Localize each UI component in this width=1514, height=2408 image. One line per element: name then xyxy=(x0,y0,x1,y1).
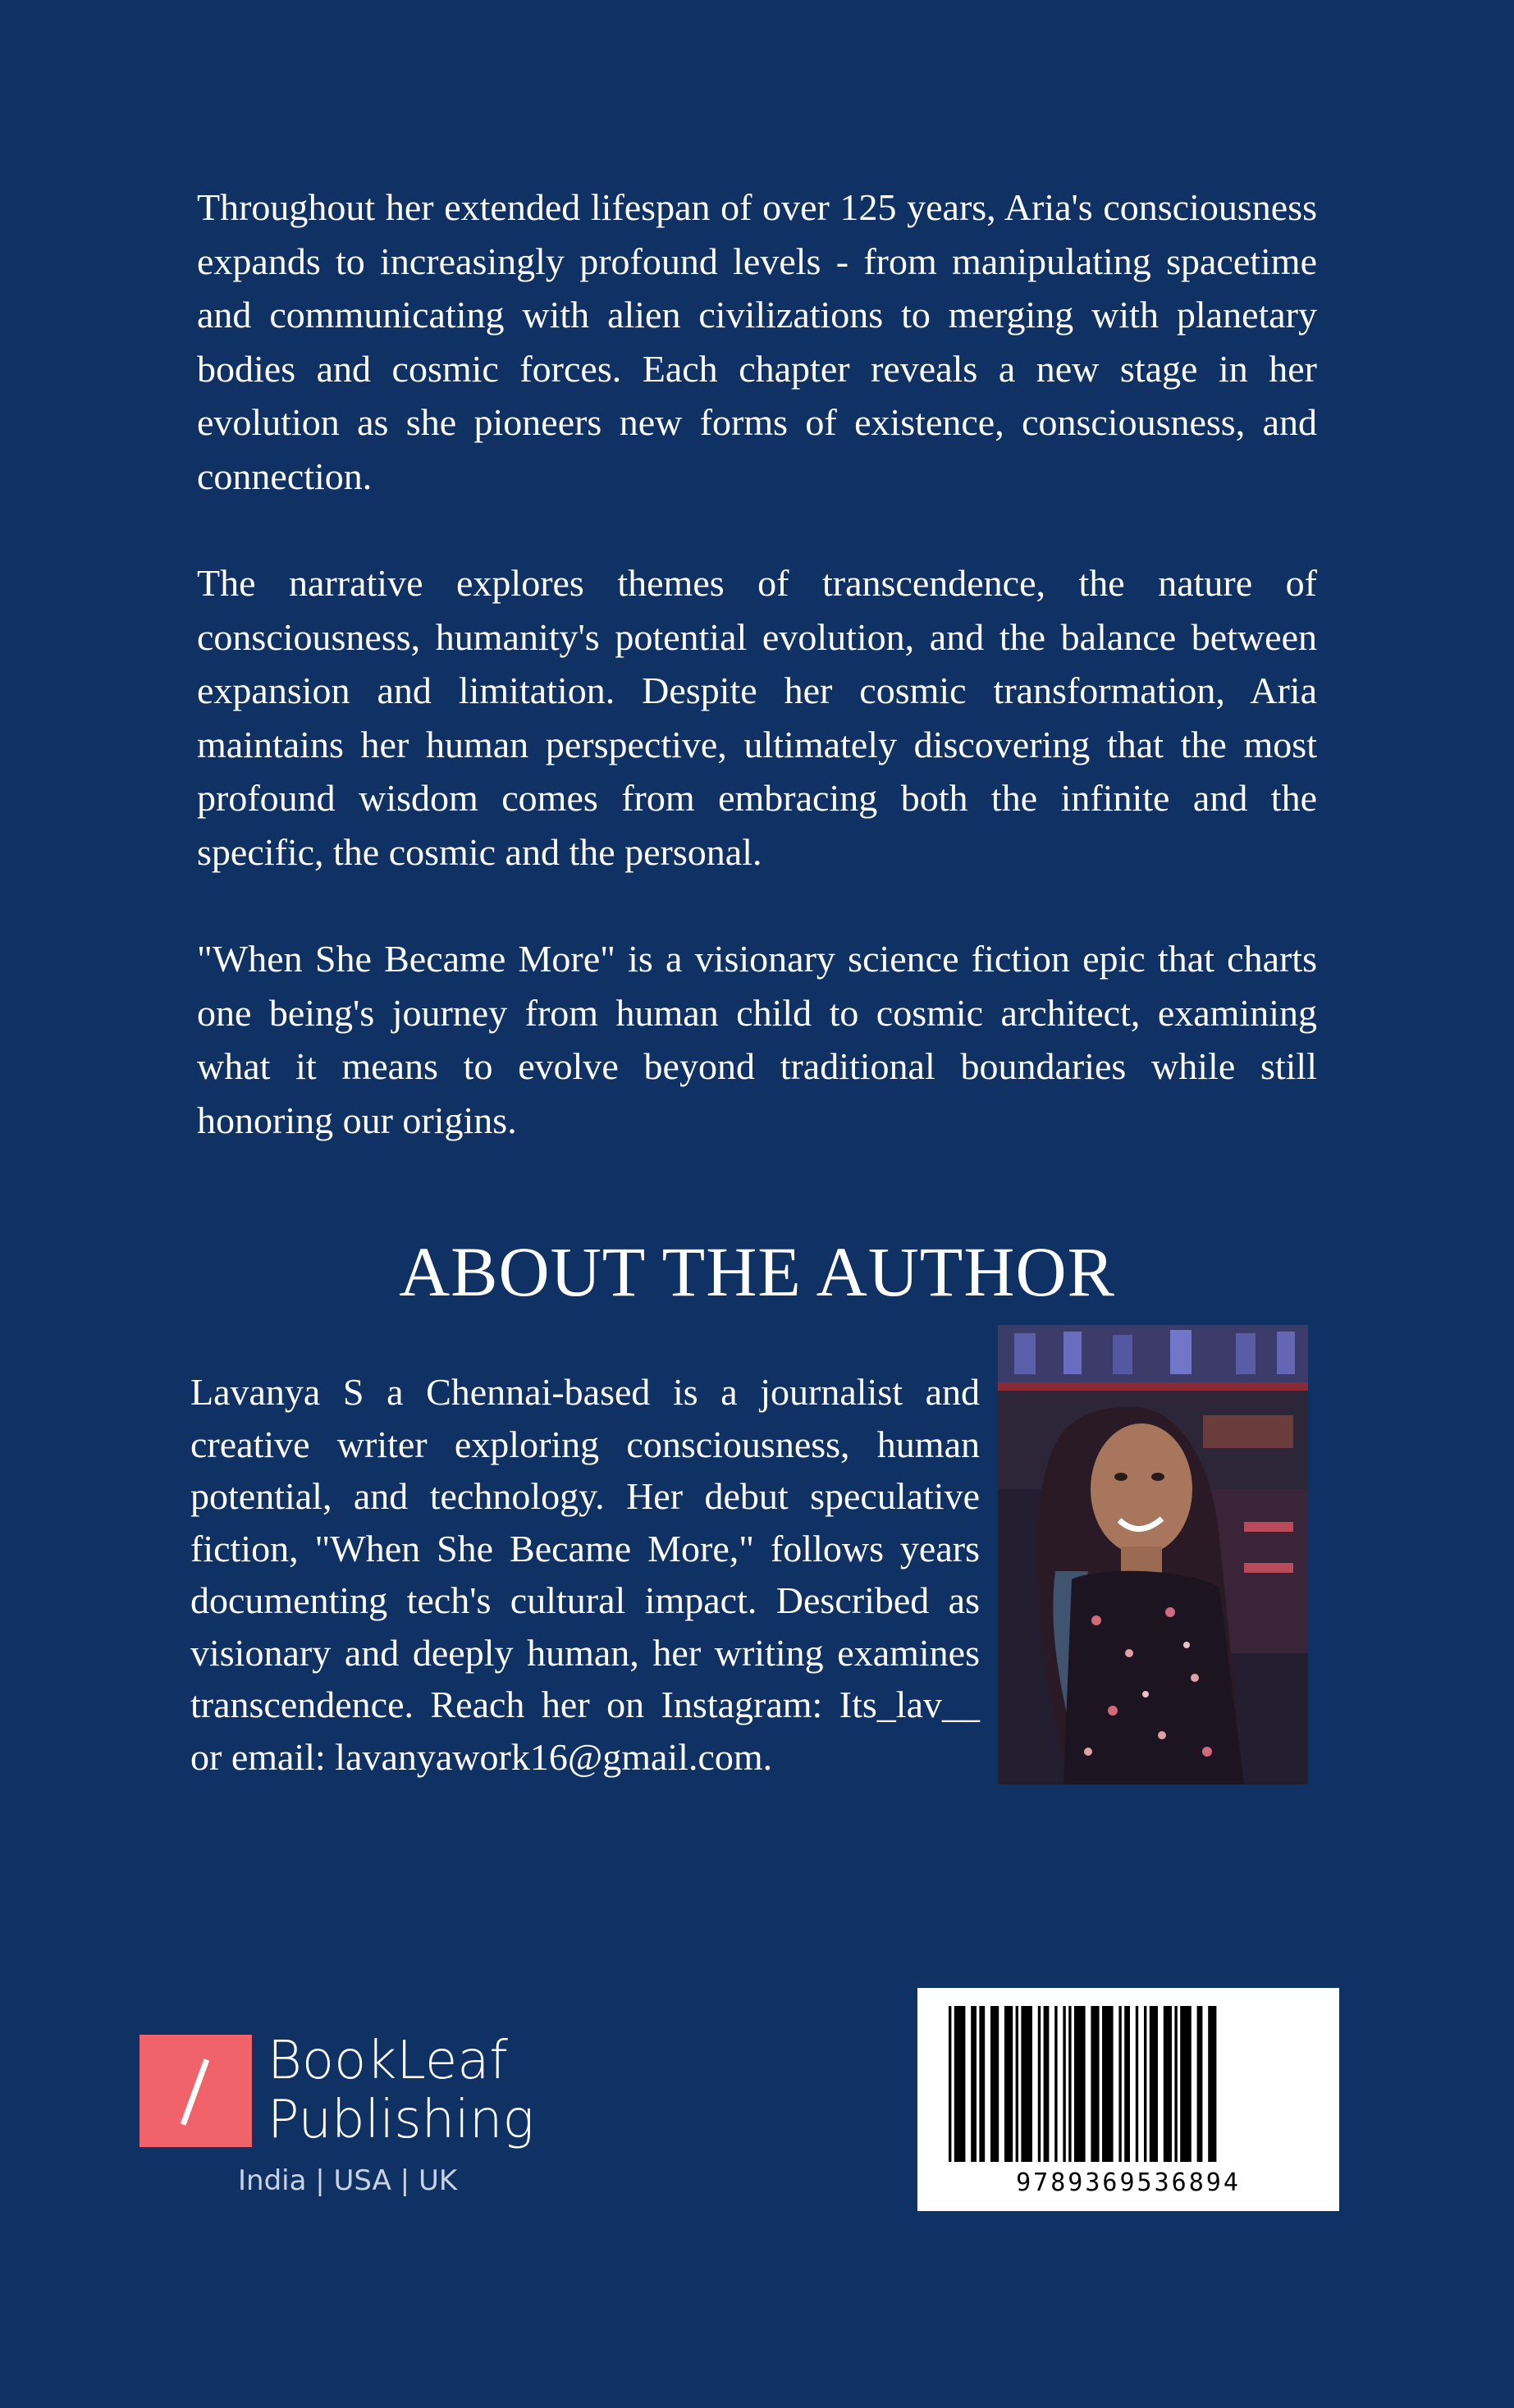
publisher-regions: India | USA | UK xyxy=(238,2164,458,2197)
barcode-bars xyxy=(949,2006,1308,2162)
barcode-bar xyxy=(1038,2006,1041,2162)
barcode-bar xyxy=(1136,2006,1138,2162)
isbn-number: 9789369536894 xyxy=(1016,2168,1241,2197)
barcode-bar xyxy=(990,2006,999,2162)
publisher-name xyxy=(268,2031,534,2150)
isbn-barcode xyxy=(917,1988,1339,2211)
barcode-bar xyxy=(979,2006,985,2162)
synopsis xyxy=(197,180,1317,1200)
synopsis-paragraph: The narrative explores themes of transcendence, the nature of consciousness, humanity's potential evolution, and the balance between expansion and limitation. Despite her cosmic transformation, Aria maintains her human perspective, ultimately discovering that the most profound wisdom comes from embracing both the infinite and the specific, the cosmic and the personal. xyxy=(197,562,1317,873)
barcode-bar xyxy=(1164,2006,1172,2162)
publisher-name-line2: Publishing xyxy=(268,2090,534,2150)
barcode-bar xyxy=(1054,2006,1057,2162)
publisher-logo xyxy=(140,2031,566,2197)
bookleaf-logo-icon xyxy=(140,2035,252,2147)
barcode-bar xyxy=(1074,2006,1086,2162)
barcode-bar xyxy=(1044,2006,1050,2162)
barcode-bar xyxy=(1180,2006,1192,2162)
barcode-bar xyxy=(949,2006,951,2162)
author-bio: Lavanya S a Chennai-based is a journalist and creative writer exploring consciousness, human potential, and technology. Her debut speculative fiction, "When She Became More," follows years documenting tech's cultural impact. Described as visionary and deeply human, her writing examines transcendence. Reach her on Instagram: Its_lav__ or email: lavanyawork16@gmail.com. xyxy=(190,1371,980,1778)
author-photo xyxy=(998,1325,1308,1784)
synopsis-paragraph: Throughout her extended lifespan of over 125 years, Aria's consciousness expands to increasingly profound levels - from manipulating spacetime and communicating with alien civilizations to merging with planetary bodies and cosmic forces. Each chapter reveals a new stage in her evolution as she pioneers new forms of existence, consciousness, and connection. xyxy=(197,186,1317,497)
barcode-bar xyxy=(1197,2006,1203,2162)
barcode-bar xyxy=(1021,2006,1032,2162)
barcode-bar xyxy=(1174,2006,1177,2162)
barcode-bar xyxy=(1150,2006,1158,2162)
barcode-bar xyxy=(1118,2006,1121,2162)
barcode-bar xyxy=(954,2006,966,2162)
barcode-bar xyxy=(1124,2006,1130,2162)
barcode-bar xyxy=(1102,2006,1114,2162)
synopsis-paragraph: "When She Became More" is a visionary science fiction epic that charts one being's journey from human child to cosmic architect, examining what it means to evolve beyond traditional boundaries while still honoring our origins. xyxy=(197,938,1317,1141)
publisher-name-line1: BookLeaf xyxy=(268,2031,508,2091)
barcode-bar xyxy=(1068,2006,1071,2162)
barcode-bar xyxy=(1016,2006,1018,2162)
about-author-heading: ABOUT THE AUTHOR xyxy=(399,1232,1115,1311)
barcode-bar xyxy=(971,2006,977,2162)
author-photo-illustration xyxy=(998,1325,1308,1784)
barcode-bar xyxy=(1063,2006,1065,2162)
barcode-bar xyxy=(1208,2006,1216,2162)
barcode-bar xyxy=(1091,2006,1099,2162)
barcode-bar xyxy=(1004,2006,1013,2162)
barcode-bar xyxy=(1144,2006,1146,2162)
